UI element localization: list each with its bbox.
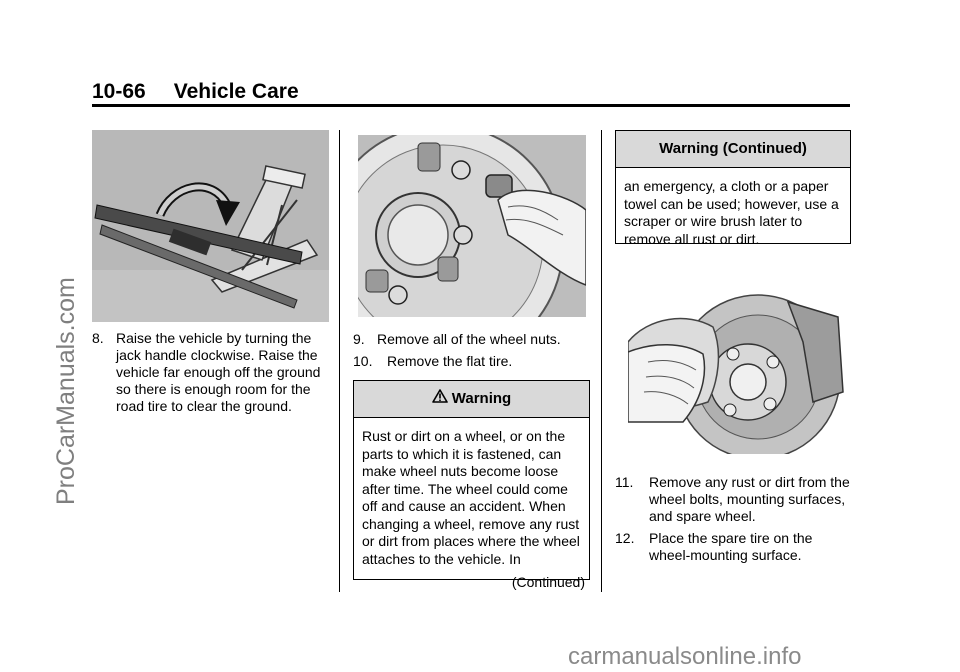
warning-continued-header: Warning (Continued) [616,131,850,168]
warning-title: Warning [451,390,512,407]
column-divider-left [339,130,340,592]
warning-header [354,381,589,418]
step-9-text: Remove all of the wheel nuts. [377,331,561,347]
step-12-number: 12. [615,530,635,546]
step-8-text: Raise the vehicle by turning the jack handle clockwise. Raise the vehicle far enough off the ground so there is enough room for the road tire to clear the ground. [116,330,321,414]
step-11-text: Remove any rust or dirt from the wheel bolts, mounting surfaces, and spare wheel. [649,474,850,524]
step-9-number: 9. [353,331,365,347]
step-11-number: 11. [615,474,634,490]
page-header [92,80,299,104]
step-10-number: 10. [353,353,373,369]
wheel-nuts-illustration [358,135,586,317]
footer-watermark: carmanualsonline.info [568,643,802,670]
continued-label: (Continued) [511,574,585,590]
column-divider-right [601,130,602,592]
page-number: 10-66 [92,80,146,103]
jack-illustration [92,130,329,322]
caution-triangle-icon [432,381,448,417]
step-12 [615,530,855,564]
warning-box [353,380,590,590]
step-8 [92,330,332,415]
warning-body: Rust or dirt on a wheel, or on the parts to which it is fastened, can make wheel nuts become loose after time. The wheel could come off and cause an accident. When changing a wheel, remove any rust or dirt from places where the wheel attaches to the vehicle. In [362,428,580,567]
step-12-text: Place the spare tire on the wheel-mounting surface. [649,530,813,563]
warning-continued-body: an emergency, a cloth or a paper towel can be used; however, use a scraper or wire brush later to remove all rust or dirt. [624,178,839,247]
step-10 [353,353,593,370]
header-rule [92,104,850,107]
step-9 [353,331,593,348]
section-title: Vehicle Care [173,80,299,103]
warning-continued-box [615,130,851,247]
step-8-number: 8. [92,330,104,346]
side-watermark: ProCarManuals.com [52,277,80,505]
step-11 [615,474,855,525]
step-10-text: Remove the flat tire. [387,353,513,369]
brake-cleaning-illustration [628,282,850,454]
